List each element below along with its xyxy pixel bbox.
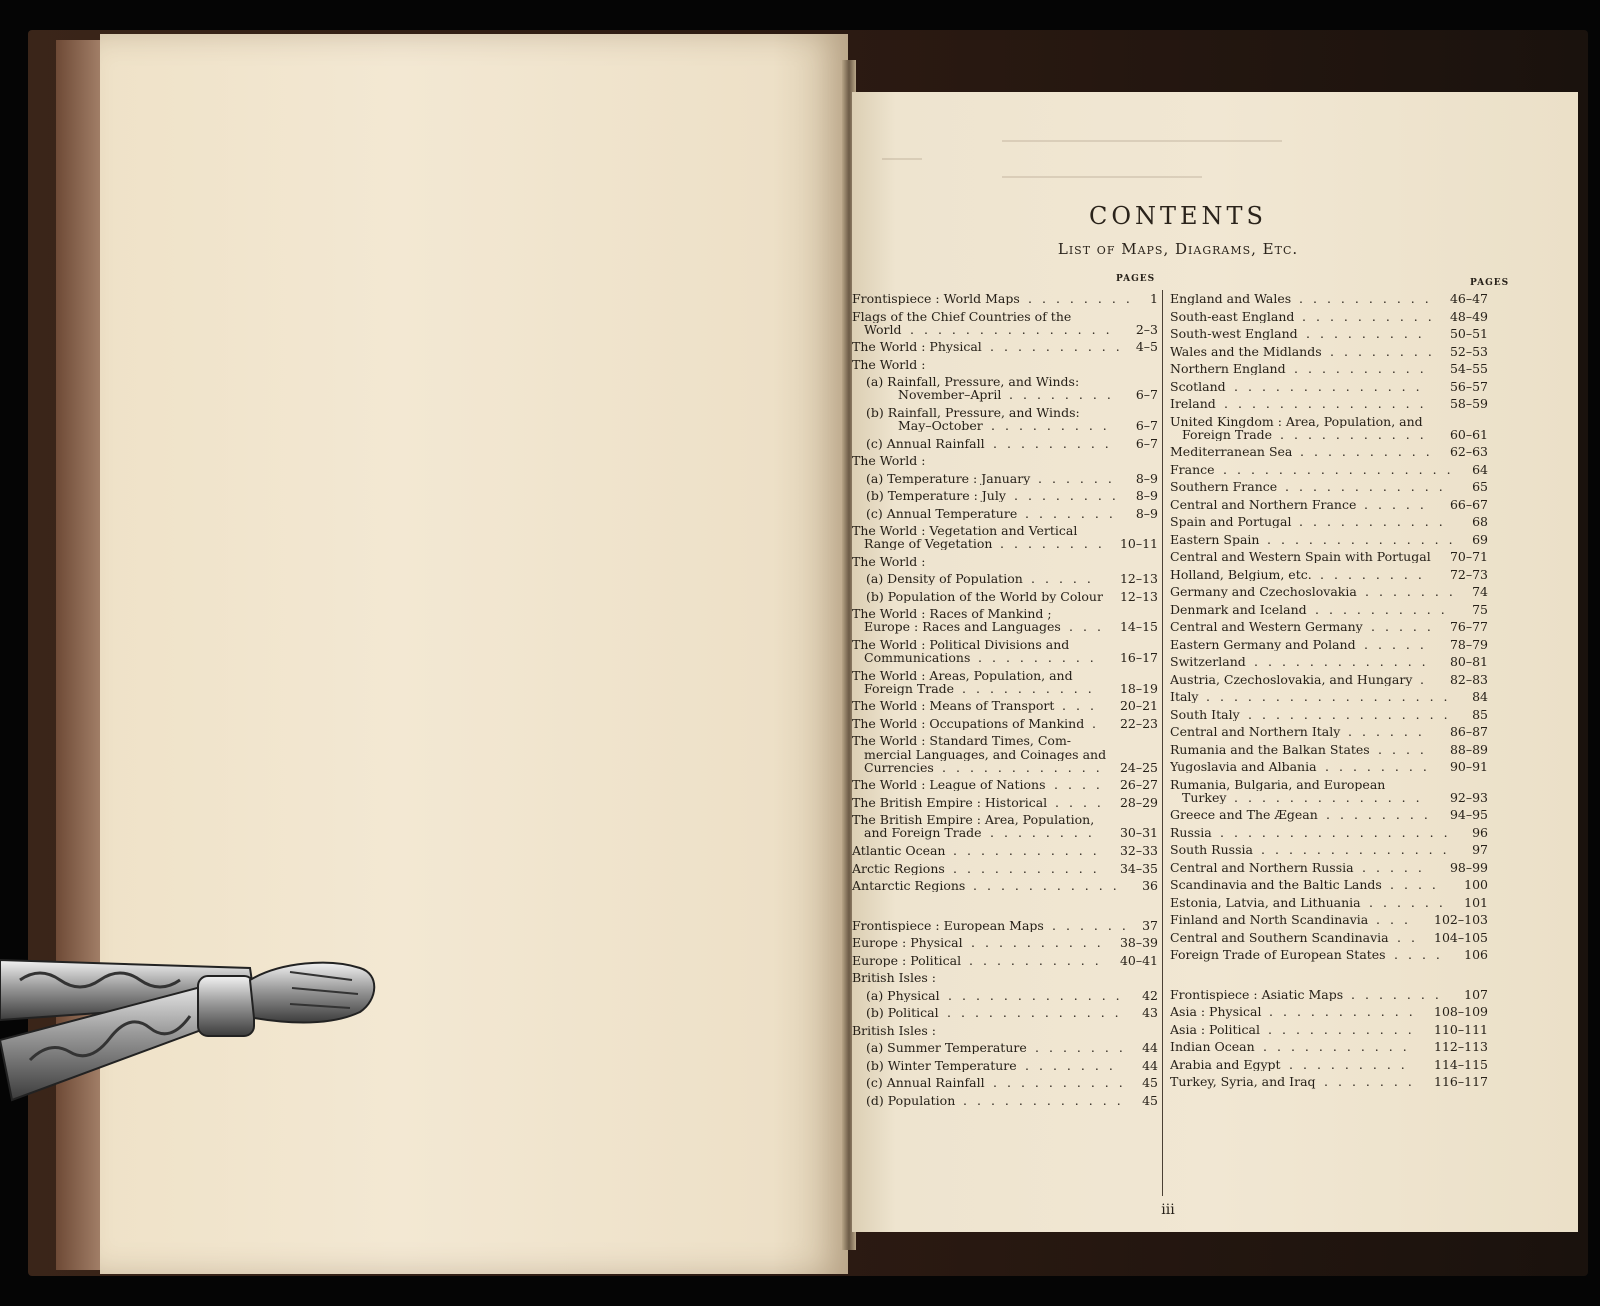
dot-leader: .... xyxy=(1054,778,1110,792)
entry-page-number: 44 xyxy=(1142,1058,1158,1072)
entry-title: The World : xyxy=(852,554,926,568)
entry-page-number: 88–89 xyxy=(1449,742,1488,756)
entry-title: South Italy xyxy=(1170,707,1240,721)
entry-title: United Kingdom : Area, Population, and xyxy=(1170,414,1423,428)
entry-page-number: 8–9 xyxy=(1135,471,1158,485)
contents-page xyxy=(852,92,1578,1232)
entry-page-number: 68 xyxy=(1472,515,1488,529)
entry-title: Foreign Trade xyxy=(864,681,955,696)
column-divider xyxy=(1162,290,1163,1196)
entry-title: Greece and The Ægean xyxy=(1170,808,1318,822)
entry-title: South-east England xyxy=(1170,309,1295,323)
entry-page-number: 72–73 xyxy=(1449,567,1488,581)
entry-page-number: 6–7 xyxy=(1135,388,1158,402)
dot-leader: ..... xyxy=(1364,497,1434,511)
dot-leader: ... xyxy=(1069,620,1111,634)
entry-title: Turkey xyxy=(1182,790,1227,805)
dot-leader: .............. xyxy=(1261,843,1457,857)
entry-page-number: 60–61 xyxy=(1449,427,1488,441)
dot-leader: .......... xyxy=(1300,445,1440,459)
hand-icon xyxy=(250,963,374,1023)
entry-title: The World : Races of Mankind ; xyxy=(852,607,1052,621)
dot-leader: ........ xyxy=(1320,567,1432,581)
entry-page-number: 43 xyxy=(1142,1006,1158,1020)
entry-page-number: 58–59 xyxy=(1449,397,1488,411)
entry-title: November–April xyxy=(898,388,1002,402)
dot-leader: ........... xyxy=(1280,427,1434,441)
entry-title: (a) Physical xyxy=(866,988,940,1002)
entry-page-number: 98–99 xyxy=(1449,860,1488,875)
dot-leader: ................. xyxy=(1223,462,1461,476)
entry-page-number: 56–57 xyxy=(1449,379,1488,393)
entry-title: (a) Density of Population xyxy=(866,572,1023,586)
dot-leader: .... xyxy=(1394,948,1450,962)
entry-page-number: 14–15 xyxy=(1119,620,1158,634)
entry-title: Frontispiece : Asiatic Maps xyxy=(1170,987,1344,1002)
entry-title: Rumania and the Balkan States xyxy=(1170,742,1370,756)
dot-leader: .................. xyxy=(1206,690,1458,704)
entry-title: The World : Areas, Population, and xyxy=(852,668,1073,682)
entry-title: Eastern Spain xyxy=(1170,532,1260,546)
entry-page-number: 97 xyxy=(1472,843,1488,857)
entry-page-number: 12–13 xyxy=(1119,589,1158,603)
dot-leader: ....... xyxy=(1365,585,1463,599)
entry-page-number: 45 xyxy=(1142,1076,1158,1090)
entry-title: Foreign Trade xyxy=(1182,427,1273,441)
dot-leader: ............... xyxy=(910,322,1120,336)
entry-title: (b) Winter Temperature xyxy=(866,1058,1017,1072)
entry-page-number: 65 xyxy=(1472,480,1488,494)
entry-page-number: 30–31 xyxy=(1119,826,1158,840)
entry-page-number: 50–51 xyxy=(1449,327,1488,341)
entry-page-number: 22–23 xyxy=(1119,716,1158,731)
dot-leader: .......... xyxy=(969,953,1109,967)
entry-page-number: 1 xyxy=(1150,292,1158,306)
entry-page-number: 36 xyxy=(1142,879,1158,893)
page-subtitle: List of Maps, Diagrams, Etc. xyxy=(1057,240,1299,258)
dot-leader: .......... xyxy=(1299,292,1439,305)
entry-page-number: 102–103 xyxy=(1434,913,1488,927)
show-through-text xyxy=(1002,176,1202,178)
entry-title: The World : Vegetation and Vertical xyxy=(852,524,1078,538)
entry-title: Central and Western Spain with Portugal xyxy=(1170,550,1431,564)
entry-page-number: 8–9 xyxy=(1135,506,1158,520)
entry-title: The World : Political Divisions and xyxy=(852,638,1070,652)
entry-page-number: 70–71 xyxy=(1449,550,1488,564)
entry-title: (d) Population xyxy=(866,1093,956,1107)
dot-leader: ....... xyxy=(1025,1058,1123,1072)
dot-leader: .... xyxy=(1378,742,1434,756)
entry-page-number: 12–13 xyxy=(1119,572,1158,586)
dot-leader: ........... xyxy=(1268,1022,1422,1036)
dot-leader: ........ xyxy=(1014,489,1126,503)
entry-title: Ireland xyxy=(1170,397,1216,411)
dot-leader: .............. xyxy=(1234,379,1430,393)
entry-page-number: 104–105 xyxy=(1434,930,1488,945)
dot-leader: ......... xyxy=(978,651,1104,665)
entry-title: mercial Languages, and Coinages and xyxy=(864,747,1107,761)
dot-leader: ........... xyxy=(1299,515,1453,529)
entry-title: Central and Southern Scandinavia xyxy=(1170,930,1389,945)
entry-title: Antarctic Regions xyxy=(852,879,966,893)
entry-title: Arabia and Egypt xyxy=(1170,1057,1281,1072)
dot-leader: ...... xyxy=(1038,471,1122,485)
entry-title: Central and Northern France xyxy=(1170,497,1357,511)
entry-title: British Isles : xyxy=(852,1023,936,1037)
dot-leader: ............... xyxy=(1224,397,1434,410)
entry-title: (c) Annual Rainfall xyxy=(866,436,985,450)
entry-title: The World : xyxy=(852,454,926,468)
entry-page-number: 44 xyxy=(1142,1041,1158,1055)
entry-title: Wales and the Midlands xyxy=(1170,344,1322,358)
dot-leader: ............. xyxy=(947,1006,1129,1019)
entry-title: Foreign Trade of European States xyxy=(1170,948,1386,962)
entry-title: Central and Northern Russia xyxy=(1170,860,1354,875)
pages-header-left: PAGES xyxy=(1116,274,1156,284)
entry-title: Scandinavia and the Baltic Lands xyxy=(1170,878,1382,892)
entry-page-number: 2–3 xyxy=(1135,322,1158,336)
dot-leader: ............. xyxy=(948,988,1130,1002)
dot-leader: ............ xyxy=(1285,480,1453,494)
entry-page-number: 18–19 xyxy=(1119,681,1158,696)
entry-title: Frontispiece : World Maps xyxy=(852,292,1020,306)
entry-page-number: 6–7 xyxy=(1135,419,1158,433)
entry-page-number: 112–113 xyxy=(1434,1040,1488,1054)
entry-title: Mediterranean Sea xyxy=(1170,445,1293,459)
dot-leader: ........... xyxy=(953,861,1107,875)
entry-page-number: 32–33 xyxy=(1119,844,1158,858)
dot-leader: .......... xyxy=(993,1076,1133,1089)
dot-leader: ........ xyxy=(1028,292,1140,305)
entry-page-number: 40–41 xyxy=(1119,953,1158,967)
entry-page-number: 78–79 xyxy=(1449,637,1488,651)
dot-leader: ........ xyxy=(1009,388,1121,402)
entry-title: France xyxy=(1170,462,1215,476)
entry-title: South Russia xyxy=(1170,843,1253,857)
entry-title: Southern France xyxy=(1170,480,1278,494)
dot-leader: ........ xyxy=(1000,537,1112,551)
entry-title: Europe : Races and Languages xyxy=(864,620,1061,634)
dot-leader: ...... xyxy=(1052,918,1136,932)
entry-title: British Isles : xyxy=(852,971,936,985)
entry-title: Europe : Physical xyxy=(852,936,963,950)
dot-leader: .......... xyxy=(1315,602,1455,616)
dot-leader: ........... xyxy=(1269,1005,1423,1019)
dot-leader: ... xyxy=(1376,913,1418,927)
entry-page-number: 16–17 xyxy=(1119,651,1158,665)
entry-title: Estonia, Latvia, and Lithuania xyxy=(1170,895,1361,910)
entry-title: Turkey, Syria, and Iraq xyxy=(1170,1075,1316,1089)
entry-title: Spain and Portugal xyxy=(1170,515,1292,529)
entry-page-number: 107 xyxy=(1464,987,1488,1002)
entry-page-number: 85 xyxy=(1472,707,1488,721)
entry-title: Finland and North Scandinavia xyxy=(1170,913,1369,927)
dot-leader: ......... xyxy=(993,436,1119,450)
dot-leader: .... xyxy=(1055,795,1111,809)
entry-title: (b) Population of the World by Colour xyxy=(866,589,1103,603)
entry-page-number: 74 xyxy=(1472,585,1488,599)
entry-title: The British Empire : Historical xyxy=(852,795,1048,809)
entry-page-number: 94–95 xyxy=(1449,808,1488,822)
entry-title: (c) Annual Rainfall xyxy=(866,1076,985,1090)
entry-page-number: 64 xyxy=(1472,462,1488,476)
dot-leader: ..... xyxy=(1031,572,1101,586)
entry-page-number: 48–49 xyxy=(1449,309,1488,323)
dot-leader: ....... xyxy=(1035,1041,1133,1054)
dot-leader: .............. xyxy=(1234,790,1430,804)
dot-leader: ........... xyxy=(1263,1040,1417,1054)
entry-title: Asia : Physical xyxy=(1170,1005,1262,1019)
dot-leader: ................. xyxy=(1220,825,1458,839)
dot-leader: ...... xyxy=(1369,895,1453,909)
entry-page-number: 37 xyxy=(1142,918,1158,932)
entry-title: Central and Northern Italy xyxy=(1170,725,1341,739)
entry-page-number: 20–21 xyxy=(1119,699,1158,713)
entry-page-number: 28–29 xyxy=(1119,795,1158,809)
dot-leader: ....... xyxy=(1324,1075,1422,1089)
entry-page-number: 46–47 xyxy=(1449,292,1488,306)
page-title: CONTENTS xyxy=(1088,202,1267,230)
dot-leader: ............ xyxy=(942,760,1110,774)
entry-title: and Foreign Trade xyxy=(864,826,982,840)
dot-leader: ..... xyxy=(1371,620,1441,634)
entry-title: Indian Ocean xyxy=(1170,1040,1255,1054)
entry-page-number: 90–91 xyxy=(1449,760,1488,774)
entry-title: The World : xyxy=(852,357,926,371)
dot-leader: .......... xyxy=(1294,362,1434,375)
entry-title: Russia xyxy=(1170,825,1212,840)
entry-title: Currencies xyxy=(864,760,934,774)
entry-title: Central and Western Germany xyxy=(1170,620,1363,634)
dot-leader: ........ xyxy=(990,826,1102,840)
entry-title: (b) Temperature : July xyxy=(866,489,1006,503)
dot-leader: ............ xyxy=(963,1093,1131,1107)
entry-page-number: 52–53 xyxy=(1449,344,1488,358)
dot-leader: ........... xyxy=(953,844,1107,857)
entry-title: Flags of the Chief Countries of the xyxy=(852,309,1072,323)
dot-leader: .............. xyxy=(1267,532,1463,546)
entry-title: Communications xyxy=(864,651,971,665)
dot-leader: . xyxy=(1092,716,1106,730)
entry-title: The World : Physical xyxy=(852,340,982,354)
entry-page-number: 54–55 xyxy=(1449,362,1488,376)
entry-title: Italy xyxy=(1170,690,1199,704)
entry-title: Holland, Belgium, etc. xyxy=(1170,567,1312,581)
entry-page-number: 42 xyxy=(1142,988,1158,1002)
dot-leader: ............. xyxy=(1254,655,1436,669)
entry-title: Eastern Germany and Poland xyxy=(1170,637,1356,651)
entry-page-number: 116–117 xyxy=(1434,1075,1488,1089)
entry-title: Northern England xyxy=(1170,362,1286,376)
entry-page-number: 108–109 xyxy=(1434,1005,1488,1019)
entry-title: World xyxy=(864,322,902,336)
dot-leader: ....... xyxy=(1351,987,1449,1001)
entry-page-number: 66–67 xyxy=(1449,497,1488,511)
entry-title: Frontispiece : European Maps xyxy=(852,918,1044,932)
entry-title: May–October xyxy=(898,419,983,433)
entry-page-number: 100 xyxy=(1464,878,1488,892)
entry-page-number: 80–81 xyxy=(1449,655,1488,669)
dot-leader: ...... xyxy=(1348,725,1432,739)
entry-page-number: 26–27 xyxy=(1119,778,1158,792)
dot-leader: ......... xyxy=(991,419,1117,433)
entry-title: Atlantic Ocean xyxy=(852,844,946,858)
dot-leader: ........ xyxy=(1326,808,1438,822)
dot-leader: ......... xyxy=(1289,1057,1415,1071)
show-through-text xyxy=(1002,140,1282,142)
entry-page-number: 34–35 xyxy=(1119,861,1158,875)
entry-page-number: 101 xyxy=(1464,895,1488,910)
entry-title: Arctic Regions xyxy=(852,861,945,875)
entry-page-number: 75 xyxy=(1472,602,1488,616)
entry-title: (b) Rainfall, Pressure, and Winds: xyxy=(866,405,1080,420)
entry-title: Switzerland xyxy=(1170,655,1246,669)
dot-leader: .......... xyxy=(962,681,1102,695)
entry-page-number: 45 xyxy=(1142,1093,1158,1107)
dot-leader: ..... xyxy=(1364,637,1434,651)
bookmark-clip xyxy=(0,940,400,1120)
entry-title: Europe : Political xyxy=(852,953,962,967)
entry-title: (a) Rainfall, Pressure, and Winds: xyxy=(866,375,1080,389)
entry-title: Scotland xyxy=(1170,379,1226,393)
dot-leader: ... xyxy=(1062,699,1104,713)
dot-leader: ........... xyxy=(973,879,1127,892)
entry-title: Range of Vegetation xyxy=(864,537,993,551)
entry-title: Germany and Czechoslovakia xyxy=(1170,585,1357,599)
dot-leader: .......... xyxy=(990,340,1130,354)
entry-title: South-west England xyxy=(1170,327,1298,341)
entry-title: England and Wales xyxy=(1170,292,1292,306)
entry-title: Rumania, Bulgaria, and European xyxy=(1170,777,1386,791)
dot-leader: ......... xyxy=(1306,327,1432,340)
entry-title: Denmark and Iceland xyxy=(1170,602,1307,616)
pages-header-right: PAGES xyxy=(1470,278,1510,288)
entry-page-number: 38–39 xyxy=(1119,936,1158,950)
dot-leader: ........ xyxy=(1325,760,1437,774)
clip-cuff xyxy=(198,976,254,1036)
dot-leader: ..... xyxy=(1362,860,1432,874)
entry-page-number: 110–111 xyxy=(1434,1022,1488,1037)
entry-title: (b) Political xyxy=(866,1006,939,1020)
entry-title: The World : Means of Transport xyxy=(852,699,1055,713)
entry-page-number: 76–77 xyxy=(1449,620,1488,634)
dot-leader: .......... xyxy=(971,936,1111,949)
dot-leader: .. xyxy=(1397,930,1425,944)
entry-title: (a) Temperature : January xyxy=(866,471,1031,485)
show-through-text xyxy=(882,158,922,160)
entry-page-number: 4–5 xyxy=(1135,340,1158,354)
entry-page-number: 82–83 xyxy=(1449,672,1488,686)
entry-title: The World : League of Nations xyxy=(852,778,1046,792)
entry-title: The World : Occupations of Mankind xyxy=(852,716,1085,731)
entry-title: Austria, Czechoslovakia, and Hungary xyxy=(1170,672,1413,686)
dot-leader: .......... xyxy=(1302,309,1442,323)
dot-leader: ........ xyxy=(1330,344,1442,358)
entry-page-number: 6–7 xyxy=(1135,436,1158,450)
entry-title: Yugoslavia and Albania xyxy=(1170,760,1317,774)
dot-leader: ....... xyxy=(1025,506,1123,520)
entry-title: (a) Summer Temperature xyxy=(866,1041,1027,1055)
entry-title: (c) Annual Temperature xyxy=(866,506,1018,520)
entry-page-number: 8–9 xyxy=(1135,489,1158,503)
entry-page-number: 10–11 xyxy=(1119,537,1158,551)
dot-leader: . xyxy=(1420,672,1434,686)
entry-page-number: 114–115 xyxy=(1434,1057,1488,1072)
page-number: iii xyxy=(1161,1202,1175,1218)
entry-page-number: 24–25 xyxy=(1119,760,1158,774)
entry-page-number: 86–87 xyxy=(1449,725,1488,739)
dot-leader: ............... xyxy=(1248,707,1458,721)
entry-title: The British Empire : Area, Population, xyxy=(852,813,1095,827)
entry-page-number: 106 xyxy=(1464,948,1488,962)
entry-title: The World : Standard Times, Com- xyxy=(852,734,1072,748)
entry-page-number: 92–93 xyxy=(1449,790,1488,805)
entry-page-number: 84 xyxy=(1472,690,1488,704)
entry-page-number: 96 xyxy=(1472,825,1488,840)
dot-leader: .... xyxy=(1390,878,1446,892)
entry-page-number: 69 xyxy=(1472,532,1488,546)
entry-page-number: 62–63 xyxy=(1449,445,1488,459)
entry-title: Asia : Political xyxy=(1170,1022,1260,1037)
